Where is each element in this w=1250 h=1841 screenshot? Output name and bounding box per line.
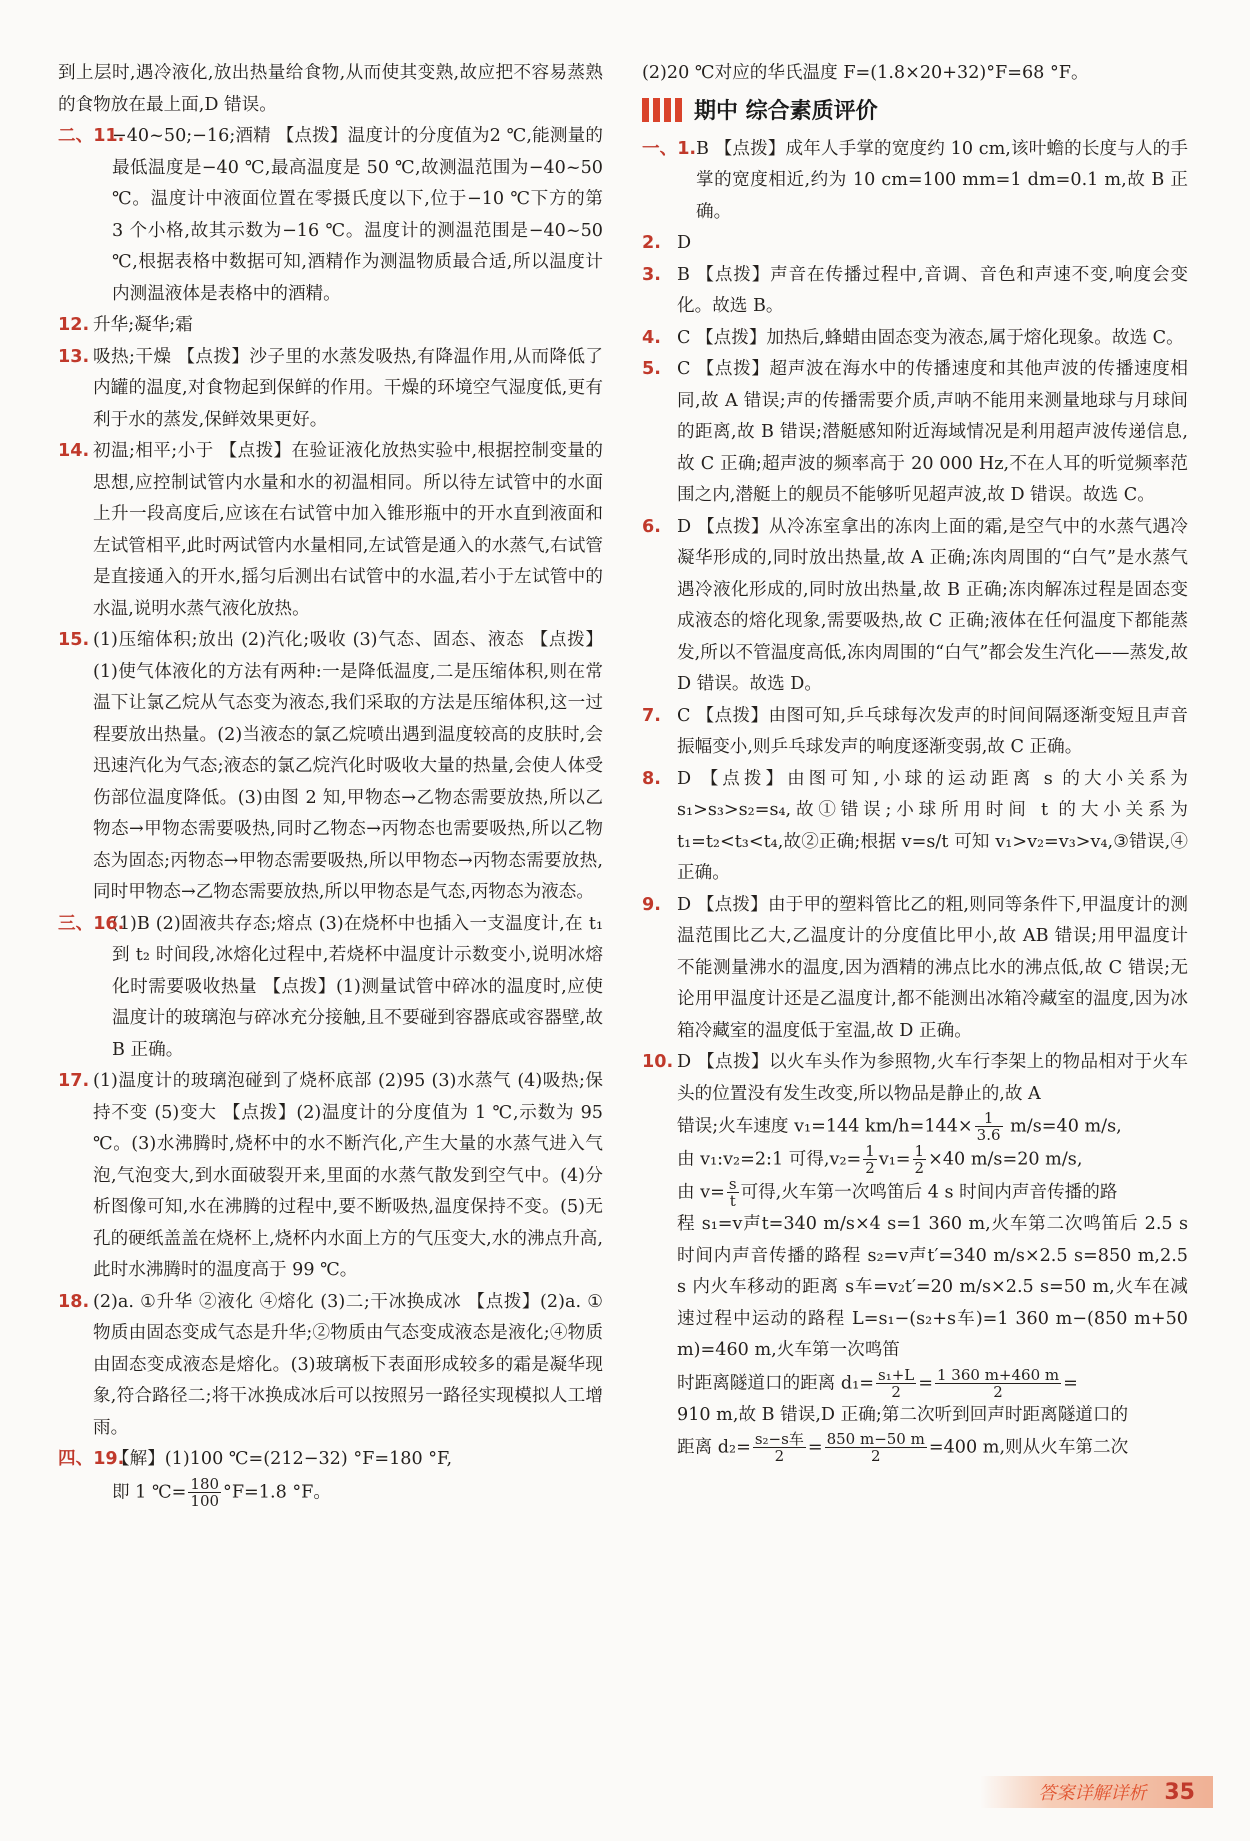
fraction-numerator: 1 360 m+460 m — [937, 1365, 1060, 1384]
item-text: 910 m,故 B 错误,D 正确;第二次听到回声时距离隧道口的 — [677, 1404, 1129, 1425]
item-number: 14. — [58, 441, 90, 461]
answer-item — [58, 310, 603, 342]
fraction-numerator: 180 — [190, 1474, 220, 1493]
fraction-denominator: 2 — [891, 1382, 901, 1401]
item-number: 四、19. — [58, 1449, 125, 1469]
equation-text: 由 v₁:v₂=2:1 可得,v₂= — [677, 1149, 862, 1170]
fraction — [913, 1143, 927, 1176]
section-title: 期中 综合素质评价 — [694, 99, 878, 124]
answer-item — [642, 354, 1188, 512]
fraction — [188, 1476, 221, 1509]
page-number: 35 — [1164, 1779, 1195, 1805]
item-text: C 【点拨】加热后,蜂蜡由固态变为液态,属于熔化现象。故选 C。 — [677, 327, 1184, 348]
left-column — [58, 58, 603, 1509]
fraction — [863, 1143, 877, 1176]
fraction-numerator: 1 — [865, 1142, 875, 1160]
fraction-numerator: s — [728, 1175, 737, 1193]
fraction-denominator: 2 — [993, 1382, 1003, 1401]
right-column — [642, 58, 1188, 1464]
item-number: 9. — [642, 894, 661, 915]
footer-label: 答案详解详析 — [1038, 1783, 1147, 1804]
heading-bars-icon — [642, 98, 682, 122]
item-number: 4. — [642, 327, 661, 348]
item-text: 吸热;干燥 【点拨】沙子里的水蒸发吸热,有降温作用,从而降低了内罐的温度,对食物起到保鲜的作用。干燥的环境空气湿度低,更有利于水的蒸发,保鲜效果更好。 — [93, 346, 603, 430]
item-text: D — [677, 233, 692, 253]
equation-text: 距离 d₂= — [677, 1437, 751, 1458]
item-number: 10. — [642, 1052, 674, 1072]
fraction-numerator: 1 — [975, 1110, 1003, 1127]
item-number: 一、1. — [642, 138, 697, 159]
item-text: C 【点拨】超声波在海水中的传播速度和其他声波的传播速度相同,故 A 错误;声的传播需要介质,声呐不能用来测量地球与月球间的距离,故 B 错误;潜艇感知附近海域情况是利用超声波传递信息,故 C 正确;超声波的频率高于 20 000 Hz,不在人耳的听觉频率范围之内,潜艇上的舰员不能够听见超声波,故 D 错误。故选 C。 — [677, 359, 1188, 505]
item-number: 13. — [58, 346, 90, 367]
item-text: D 【点拨】以火车头作为参照物,火车行李架上的物品相对于火车头的位置没有发生改变,所以物品是静止的,故 A — [677, 1052, 1188, 1104]
item-number: 三、16. — [58, 913, 125, 934]
answer-item — [58, 1444, 603, 1509]
equation-line — [677, 1367, 1188, 1400]
answer-item — [58, 625, 603, 909]
fraction-denominator: 2 — [865, 1159, 875, 1177]
answer-item — [642, 512, 1188, 701]
fraction-numerator: s₂−s车 — [754, 1430, 804, 1448]
item-text: 【解】(1)100 ℃=(212−32) °F=180 °F, — [112, 1449, 453, 1469]
fraction — [825, 1431, 927, 1464]
equation-text: 错误;火车速度 v₁=144 km/h=144× — [677, 1116, 973, 1137]
section-heading — [642, 92, 1188, 128]
fraction — [876, 1367, 916, 1400]
item-text: (1)B (2)固液共存态;熔点 (3)在烧杯中也插入一支温度计,在 t₁ 到 t₂ 时间段,冰熔化过程中,若烧杯中温度计示数变小,说明冰熔化时需要吸收热量 【点拨】(1)测量试管中碎冰的温度时,应使温度计的玻璃泡与碎冰充分接触,且不要碰到容器底或容器壁,故 B 正确。 — [112, 913, 603, 1060]
equation-text: 由 v= — [677, 1182, 725, 1203]
answer-item — [58, 121, 603, 310]
item-text: 程 s₁=v声t=340 m/s×4 s=1 360 m,火车第二次鸣笛后 2.5 s 时间内声音传播的路程 s₂=v声t′=340 m/s×2.5 s=850 m,2.5 s 内火车移动的距离 s车=v₂t′=20 m/s×2.5 s=50 m,火车在减速过程中运动的路程 L=s₁−(s₂+s车)=1 360 m−(850 m+50 m)=460 m,火车第一次鸣笛 — [677, 1214, 1188, 1360]
fraction-denominator: 2 — [914, 1159, 925, 1177]
answer-item — [642, 260, 1188, 323]
equation-text: v₁= — [878, 1149, 911, 1170]
equation-text: 时距离隧道口的距离 d₁= — [677, 1373, 874, 1393]
equation-text: = — [807, 1437, 823, 1458]
item-number: 5. — [642, 359, 661, 379]
page-footer — [980, 1776, 1213, 1808]
item-number: 12. — [58, 315, 90, 335]
item-text: 升华;凝华;霜 — [93, 315, 193, 335]
item-number: 17. — [58, 1071, 90, 1091]
item-number: 二、11. — [58, 126, 125, 146]
answer-item — [58, 436, 603, 625]
equation-text: m/s=40 m/s, — [1004, 1116, 1122, 1137]
fraction-denominator: 3.6 — [976, 1126, 1001, 1144]
equation-line — [677, 1176, 1188, 1209]
item-text: (1)压缩体积;放出 (2)汽化;吸收 (3)气态、固态、液态 【点拨】(1)使气体液化的方法有两种:一是降低温度,二是压缩体积,则在常温下让氯乙烷从气态变为液态,我们采取的方法是压缩体积,这一过程要放出热量。(2)当液态的氯乙烷喷出遇到温度较高的皮肤时,会迅速汽化为气态;液态的氯乙烷汽化时吸收大量的热量,会使人体受伤部位温度降低。(3)由图 2 知,甲物态→乙物态需要放热,所以乙物态→甲物态需要吸热,同时乙物态→丙物态也需要吸热,所以乙物态为固态;丙物态→甲物态需要吸热,所以甲物态→丙物态需要放热,同时甲物态→乙物态需要放热,所以甲物态是气态,丙物态为液态。 — [93, 630, 603, 902]
fraction — [753, 1431, 806, 1464]
equation-line — [677, 1431, 1188, 1464]
item-number: 6. — [642, 516, 661, 537]
item-text: D 【点拨】由于甲的塑料管比乙的粗,则同等条件下,甲温度计的测温范围比乙大,乙温度计的分度值比甲小,故 AB 错误;用甲温度计不能测量沸水的温度,因为酒精的沸点比水的沸点低,故 C 错误;无论用甲温度计还是乙温度计,都不能测出冰箱冷藏室的温度,因为冰箱冷藏室的温度低于室温,故 D 正确。 — [677, 894, 1188, 1041]
answer-item — [642, 701, 1188, 764]
item-text: D 【点拨】从冷冻室拿出的冻肉上面的霜,是空气中的水蒸气遇冷凝华形成的,同时放出热量,故 A 正确;冻肉周围的“白气”是水蒸气遇冷液化形成的,同时放出热量,故 B 正确;冻肉解冻过程是固态变成液态的熔化现象,需要吸热,故 C 正确;液体在任何温度下都能蒸发,所以不管温度高低,冻肉周围的“白气”都会发生汽化——蒸发,故 D 错误。故选 D。 — [677, 516, 1188, 694]
fraction — [727, 1176, 739, 1209]
fraction-denominator: 2 — [870, 1447, 881, 1465]
item-text: 初温;相平;小于 【点拨】在验证液化放热实验中,根据控制变量的思想,应控制试管内水量和水的初温相同。所以待左试管中的水面上升一段高度后,应该在右试管中加入锥形瓶中的开水直到液面和左试管相平,此时两试管内水量相同,左试管是通入的水蒸气,右试管是直接通入的开水,摇匀后测出右试管中的水温,若小于左试管中的水温,说明水蒸气液化放热。 — [93, 441, 603, 619]
item-text: (1)温度计的玻璃泡碰到了烧杯底部 (2)95 (3)水蒸气 (4)吸热;保持不变 (5)变大 【点拨】(2)温度计的分度值为 1 ℃,示数为 95 ℃。(3)水沸腾时,烧杯中的水不断汽化,产生大量的水蒸气进入气泡,气泡变大,到水面破裂开来,里面的水蒸气散发到空气中。(4)分析图像可知,水在沸腾的过程中,要不断吸热,温度保持不变。(5)无孔的硬纸盖盖在烧杯上,烧杯内水面上方的气压变大,水的沸点升高,此时水沸腾时的温度高于 99 ℃。 — [93, 1071, 603, 1280]
answer-item — [642, 323, 1188, 355]
equation-text: = — [1063, 1373, 1078, 1393]
fraction-numerator: 850 m−50 m — [826, 1430, 925, 1448]
answer-item — [642, 890, 1188, 1048]
fraction-numerator: 1 — [914, 1142, 925, 1160]
item-number: 15. — [58, 630, 90, 650]
item-text: B 【点拨】成年人手掌的宽度约 10 cm,该叶蟾的长度与人的手掌的宽度相近,约为 10 cm=100 mm=1 dm=0.1 m,故 B 正确。 — [696, 138, 1188, 222]
item-text: D 【点拨】由图可知,小球的运动距离 s 的大小关系为 s₁>s₃>s₂=s₄,故①错误;小球所用时间 t 的大小关系为 t₁=t₂<t₃<t₄,故②正确;根据 v=s/t 可知 v₁>v₂=v₃>v₄,③错误,④正确。 — [677, 768, 1188, 883]
equation-text: °F=1.8 °F。 — [223, 1482, 331, 1502]
item-text: (2)a. ①升华 ②液化 ④熔化 (3)二;干冰换成冰 【点拨】(2)a. ①物质由固态变成气态是升华;②物质由气态变成液态是液化;④物质由固态变成液态是熔化。(3)玻璃板下表面形成较多的霜是凝华现象,符合路径二;将干冰换成冰后可以按照另一路径实现模拟人工增雨。 — [93, 1291, 603, 1438]
answer-item — [58, 342, 603, 437]
answer-item — [58, 1066, 603, 1287]
item-text: B 【点拨】声音在传播过程中,音调、音色和声速不变,响度会变化。故选 B。 — [677, 264, 1188, 316]
fraction-denominator: t — [729, 1192, 736, 1210]
fraction-numerator: s₁+L — [878, 1365, 915, 1384]
equation-text: 可得,火车第一次鸣笛后 4 s 时间内声音传播的路 — [740, 1182, 1118, 1203]
item-number: 7. — [642, 705, 661, 726]
equation-text: 即 1 ℃= — [112, 1482, 187, 1502]
fraction — [975, 1110, 1003, 1143]
paragraph-continuation: (2)20 ℃对应的华氏温度 F=(1.8×20+32)°F=68 °F。 — [642, 63, 1089, 83]
equation-text: =400 m,则从火车第二次 — [928, 1437, 1129, 1458]
item-text: −40~50;−16;酒精 【点拨】温度计的分度值为2 ℃,能测量的最低温度是−40 ℃,最高温度是 50 ℃,故测温范围为−40~50 ℃。温度计中液面位置在零摄氏度以下,位于−10 ℃下方的第 3 个小格,故其示数为−16 ℃。温度计的测温范围是−40~50 ℃,根据表格中数据可知,酒精作为测温物质最合适,所以温度计内测温液体是表格中的酒精。 — [112, 126, 603, 304]
fraction-denominator: 100 — [190, 1491, 220, 1510]
equation-line — [677, 1110, 1188, 1143]
item-number: 3. — [642, 264, 661, 285]
answer-item — [642, 1047, 1188, 1464]
answer-item — [642, 228, 1188, 260]
answer-item — [58, 1287, 603, 1445]
answer-item — [642, 134, 1188, 229]
item-text: C 【点拨】由图可知,乒乓球每次发声的时间间隔逐渐变短且声音振幅变小,则乒乓球发声的响度逐渐变弱,故 C 正确。 — [677, 705, 1188, 757]
equation-text: = — [918, 1373, 933, 1393]
answer-item — [642, 764, 1188, 890]
equation-line — [112, 1476, 603, 1509]
item-number: 18. — [58, 1291, 90, 1312]
equation-line — [677, 1143, 1188, 1176]
paragraph-continuation: 到上层时,遇冷液化,放出热量给食物,从而使其变熟,故应把不容易蒸熟的食物放在最上面,D 错误。 — [58, 63, 603, 115]
answer-item — [58, 909, 603, 1067]
item-number: 8. — [642, 768, 661, 789]
fraction — [935, 1367, 1061, 1400]
fraction-denominator: 2 — [774, 1447, 785, 1465]
item-number: 2. — [642, 233, 661, 253]
equation-text: ×40 m/s=20 m/s, — [928, 1149, 1083, 1170]
